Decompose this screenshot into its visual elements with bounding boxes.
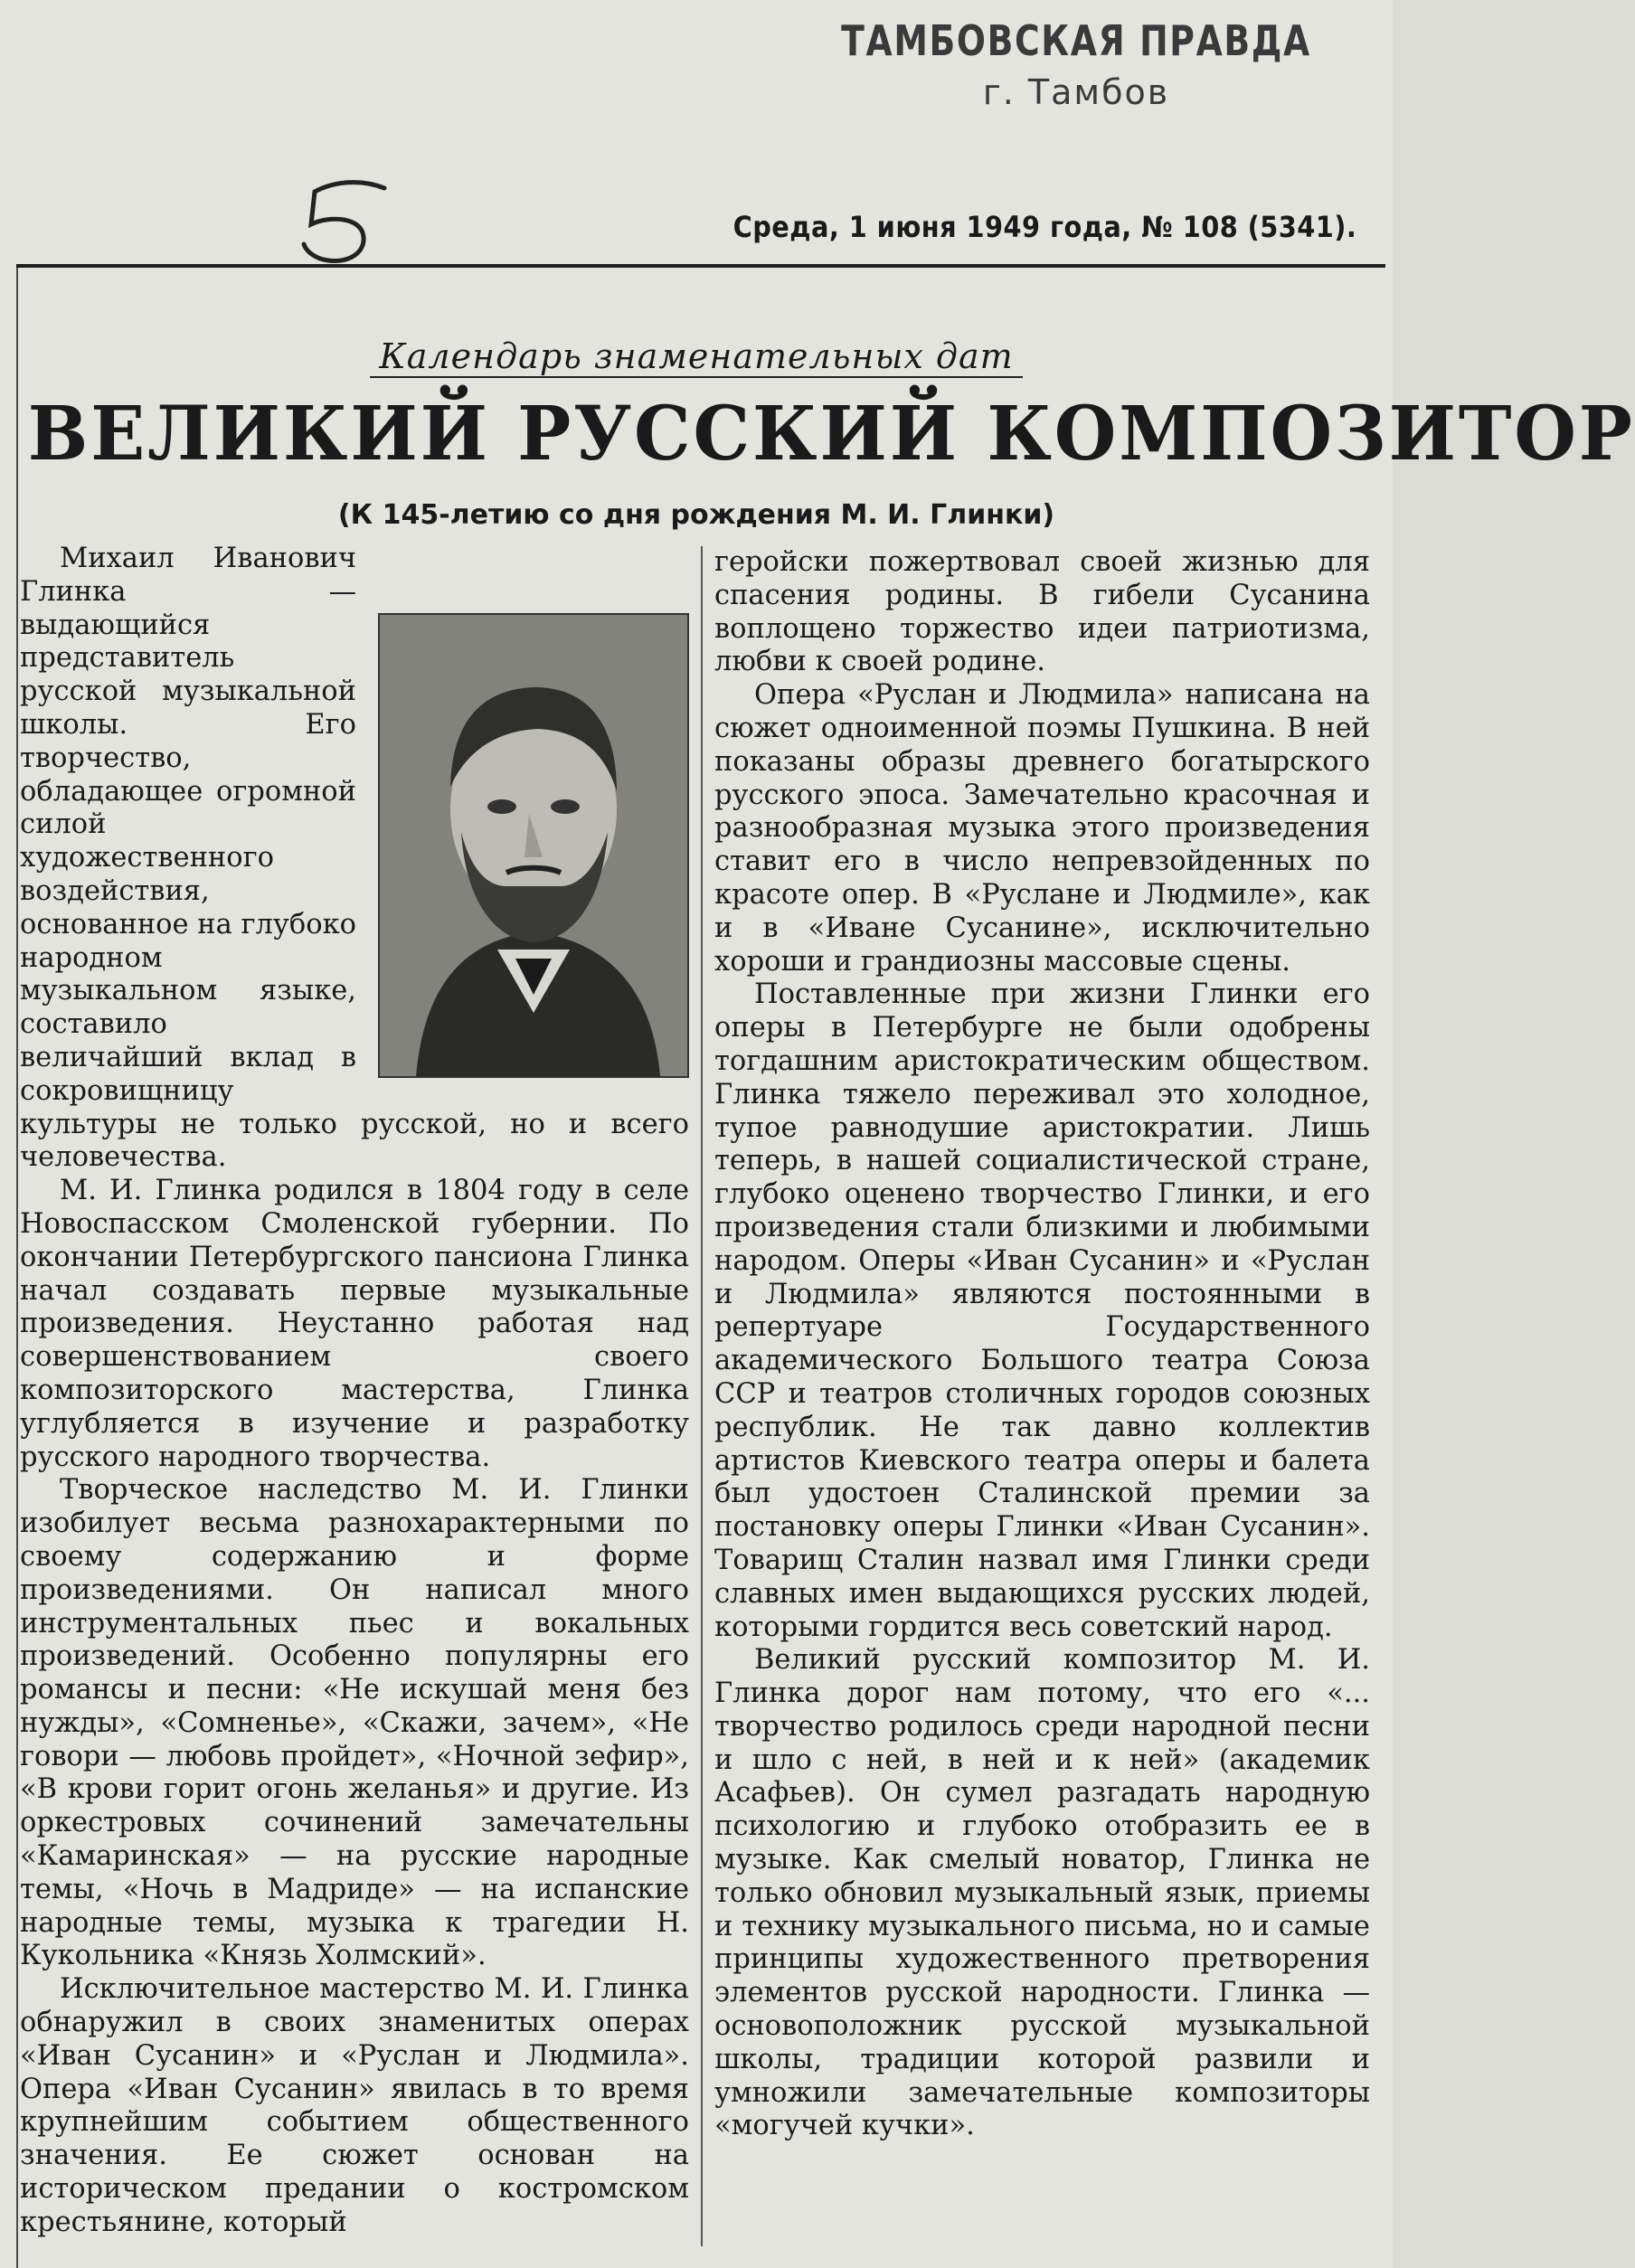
- paragraph: Михаил Иванович Глинка — выдающийся представитель русской музыкальной школы. Его творчество, обладающее огромной силой художественного воздействия, основанное на глубоко народном музыкальном языке, составило величайший вклад в сокровищницу культуры не только русской, но и всего человечества.: [20, 543, 689, 1174]
- top-rule: [16, 264, 1385, 268]
- paragraph: Исключительное мастерство М. И. Глинка обнаружил в своих знаменитых операх «Иван Сусанин» и «Руслан и Людмила». Опера «Иван Сусанин» явилась в то время крупнейшим событием общественного значения. Ее сюжет основан на историческом предании о костромском крестьянине, который: [20, 1973, 689, 2238]
- article-headline: ВЕЛИКИЙ РУССКИЙ КОМПОЗИТОР: [27, 391, 1635, 477]
- paragraph: Великий русский композитор М. И. Глинка дорог нам потому, что его «... творчество родилось среди народной песни и шло с ней, в ней и к ней» (академик Асафьев). Он сумел разгадать народную психологию и глубоко отобразить ее в музыке. Как смелый новатор, Глинка не только обновил музыкальный язык, приемы и технику музыкального письма, но и самые принципы художественного претворения элементов русской народности. Глинка — основоположник русской музыкальной школы, традиции которой развили и умножили замечательные композиторы «могучей кучки».: [714, 1644, 1370, 2142]
- section-kicker: [0, 336, 1393, 376]
- newspaper-stamp: [787, 16, 1366, 112]
- article-column-2: [714, 546, 1370, 2143]
- paragraph: геройски пожертвовал своей жизнью для спасения родины. В гибели Сусанина воплощено торжество идеи патриотизма, любви к своей родине.: [714, 546, 1370, 678]
- paragraph: М. И. Глинка родился в 1804 году в селе Новоспасском Смоленской губернии. По окончании Петербургского пансиона Глинка начал создавать первые музыкальные произведения. Неустанно работая над совершенствованием своего композиторского мастерства, Глинка углубляется в изучение и разработку русского народного творчества.: [20, 1175, 689, 1473]
- left-rule: [16, 268, 18, 2268]
- paragraph: Опера «Руслан и Людмила» написана на сюжет одноименной поэмы Пушкина. В ней показаны образы древнего богатырского русского эпоса. Замечательно красочная и разнообразная музыка этого произведения ставит его в число непревзойденных по красоте опер. В «Руслане и Людмиле», как и в «Иване Сусанине», исключительно хороши и грандиозны массовые сцены.: [714, 679, 1370, 978]
- handwritten-number-5-icon: [298, 172, 398, 271]
- dateline: Среда, 1 июня 1949 года, № 108 (5341).: [732, 210, 1356, 244]
- paragraph: Творческое наследство М. И. Глинки изобилует весьма разнохарактерными по своему содержанию и форме произведениями. Он написал много инструментальных пьес и вокальных произведений. Особенно популярны его романсы и песни: «Не искушай меня без нужды», «Сомненье», «Скажи, зачем», «Не говори — любовь пройдет», «Ночной зефир», «В крови горит огонь желанья» и другие. Из оркестровых сочинений замечательны «Камаринская» — на русские народные темы, «Ночь в Мадриде» — на испанские народные темы, музыка к трагедии Н. Кукольника «Князь Холмский».: [20, 1474, 689, 1972]
- newspaper-name: ТАМБОВСКАЯ ПРАВДА: [841, 16, 1311, 65]
- portrait-glinka-icon: [378, 613, 689, 1078]
- article-column-1: [20, 543, 689, 2240]
- newspaper-city: г. Тамбов: [982, 72, 1170, 112]
- article-subheadline: (К 145-летию со дня рождения М. И. Глинки): [337, 499, 1055, 531]
- kicker-text: Календарь знаменательных дат: [370, 336, 1022, 378]
- column-separator: [701, 546, 703, 2246]
- paragraph: Поставленные при жизни Глинки его оперы в Петербурге не были одобрены тогдашним аристократическим обществом. Глинка тяжело переживал это холодное, тупое равнодушие аристократии. Лишь теперь, в нашей социалистической стране, глубоко оценено творчество Глинки, и его произведения стали близкими и любимыми народом. Оперы «Иван Сусанин» и «Руслан и Людмила» являются постоянными в репертуаре Государственного академического Большого театра Союза ССР и театров столичных городов союзных республик. Не так давно коллектив артистов Киевского театра оперы и балета был удостоен Сталинской премии за постановку оперы Глинки «Иван Сусанин». Товарищ Сталин назвал имя Глинки среди славных имен выдающихся русских людей, которыми гордится весь советский народ.: [714, 978, 1370, 1643]
